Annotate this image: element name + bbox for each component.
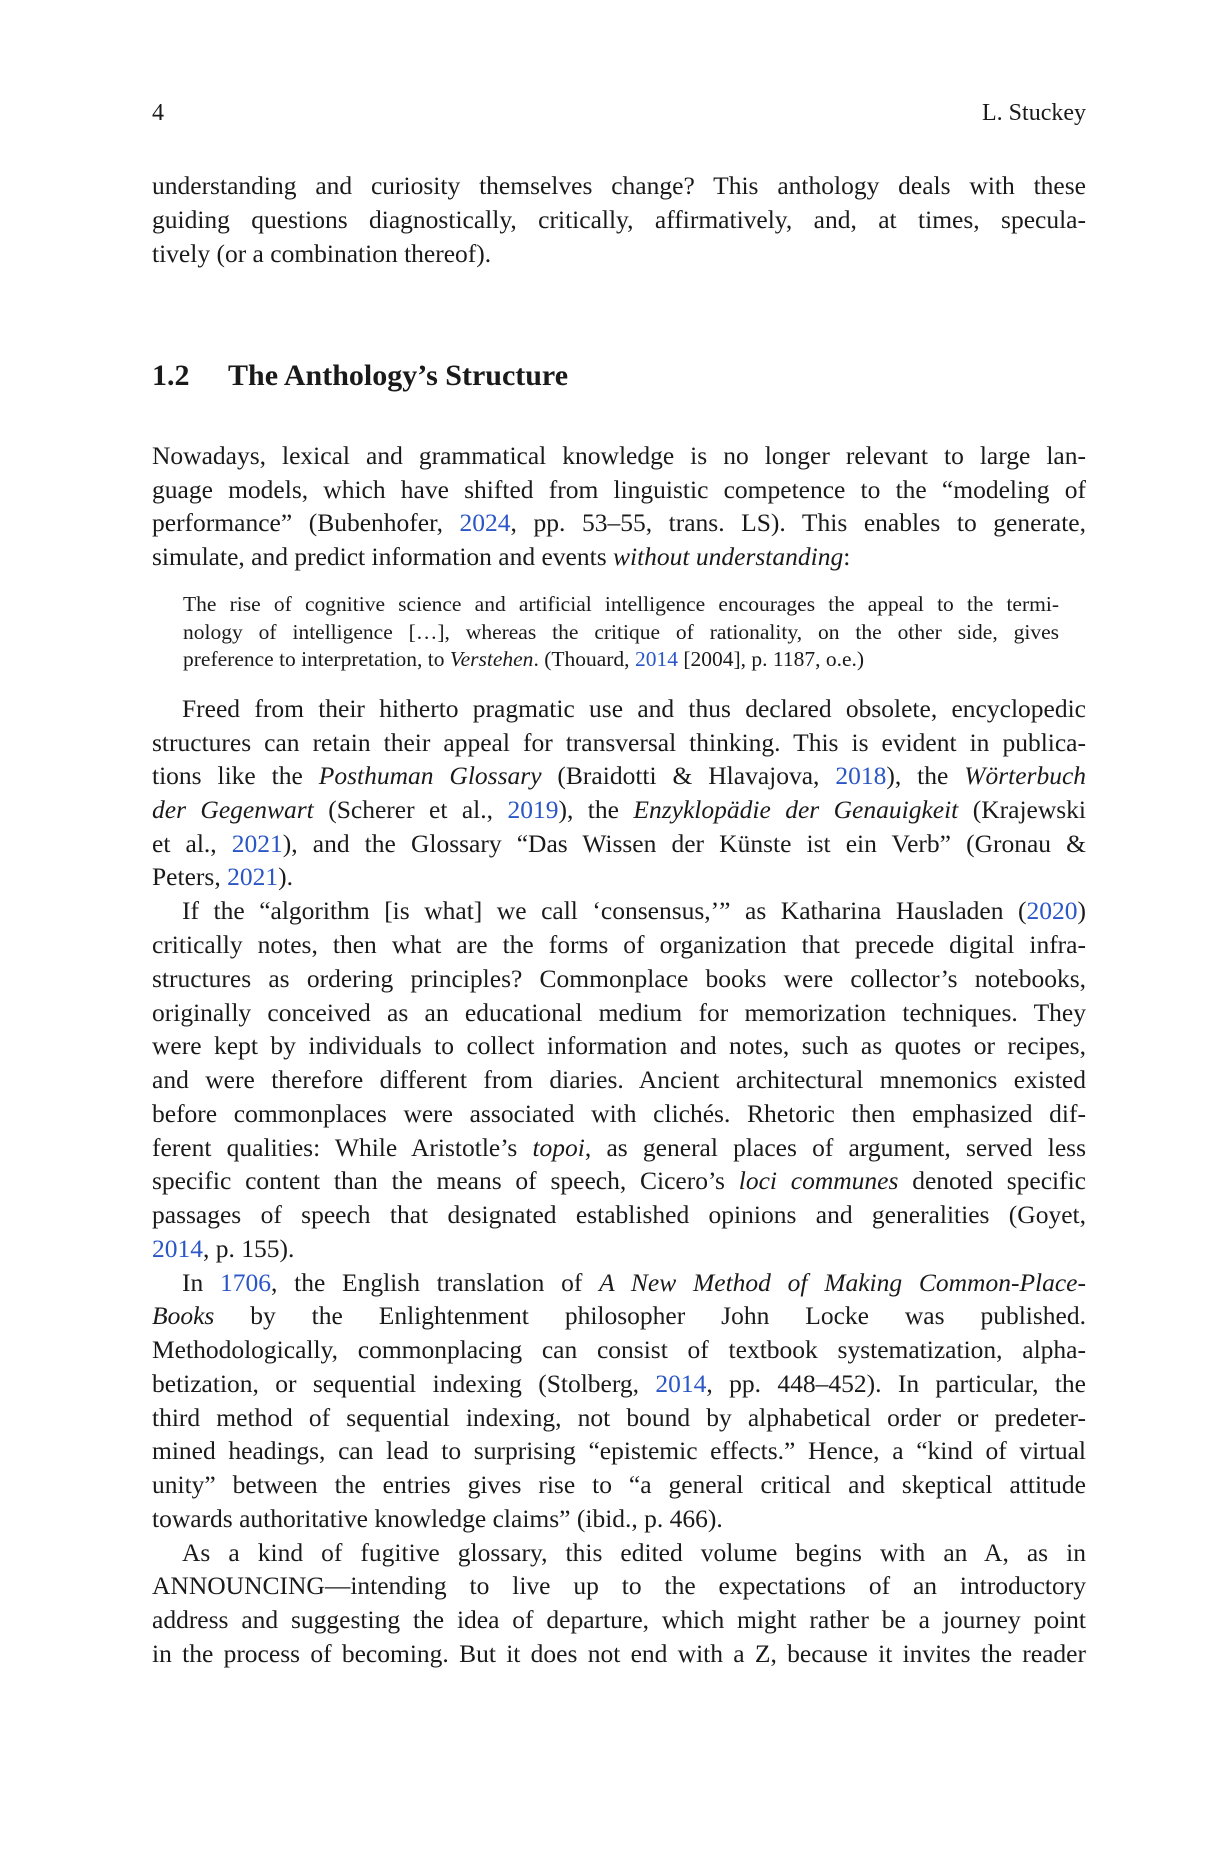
text-line: der Gegenwart (Scherer et al., 2019), the Enzyklopädie der Genauigkeit (Krajewski — [152, 795, 1087, 824]
text-line: ferent qualities: While Aristotle’s topoi, as general places of argument, served less — [152, 1133, 1086, 1162]
text-line: betization, or sequential indexing (Stolberg, 2014, pp. 448–452). In particular, the — [152, 1369, 1086, 1398]
text-line: structures as ordering principles? Commonplace books were collector’s notebooks, — [152, 964, 1086, 993]
citation-link[interactable]: 2021 — [231, 829, 283, 858]
citation-link[interactable]: 2020 — [1026, 896, 1078, 925]
text-line: structures can retain their appeal for transversal thinking. This is evident in publica- — [152, 728, 1086, 757]
section-number: 1.2 — [152, 359, 190, 392]
text-line: and were therefore different from diaries. Ancient architectural mnemonics existed — [152, 1065, 1086, 1094]
text-line: ANNOUNCING—intending to live up to the expectations of an introductory — [152, 1571, 1086, 1600]
text-line: Methodologically, commonplacing can consist of textbook systematization, alpha- — [152, 1335, 1086, 1364]
citation-link[interactable]: 2018 — [835, 761, 887, 790]
text-line: Peters, 2021). — [152, 862, 293, 891]
quote-line: preference to interpretation, to Verstehen. (Thouard, 2014 [2004], p. 1187, o.e.) — [183, 647, 865, 671]
text-line: in the process of becoming. But it does not end with a Z, because it invites the reader — [152, 1639, 1086, 1668]
text-line: address and suggesting the idea of departure, which might rather be a journey point — [152, 1605, 1086, 1634]
section-heading — [152, 356, 568, 396]
running-head-author: L. Stuckey — [982, 100, 1086, 126]
text-line: third method of sequential indexing, not bound by alphabetical order or predeter- — [152, 1403, 1086, 1432]
text-line: passages of speech that designated established opinions and generalities (Goyet, — [152, 1200, 1086, 1229]
text-line: tively (or a combination thereof). — [152, 239, 492, 268]
citation-link[interactable]: 2024 — [459, 508, 511, 537]
quote-line: The rise of cognitive science and artificial intelligence encourages the appeal to the termi- — [183, 592, 1059, 616]
text-line: As a kind of fugitive glossary, this edited volume begins with an A, as in — [182, 1538, 1086, 1567]
text-line: Books by the Enlightenment philosopher John Locke was published. — [152, 1301, 1086, 1330]
text-line: unity” between the entries gives rise to “a general critical and skeptical attitude — [152, 1470, 1086, 1499]
citation-link[interactable]: 2014 — [152, 1234, 203, 1263]
text-line: critically notes, then what are the forms of organization that precede digital infra- — [152, 930, 1086, 959]
text-line: specific content than the means of speech, Cicero’s loci communes denoted specific — [152, 1166, 1086, 1195]
text-line: 2014, p. 155). — [152, 1234, 295, 1263]
page-number: 4 — [152, 100, 164, 126]
text-line: were kept by individuals to collect information and notes, such as quotes or recipes, — [152, 1031, 1086, 1060]
text-line: performance” (Bubenhofer, 2024, pp. 53–55, trans. LS). This enables to generate, — [152, 508, 1086, 537]
quote-line: nology of intelligence […], whereas the critique of rationality, on the other side, gives — [183, 620, 1059, 644]
text-line: before commonplaces were associated with clichés. Rhetoric then emphasized dif- — [152, 1099, 1086, 1128]
citation-link[interactable]: 1706 — [220, 1268, 271, 1297]
text-line: et al., 2021), and the Glossary “Das Wissen der Künste ist ein Verb” (Gronau & — [152, 829, 1086, 858]
text-line: guiding questions diagnostically, critically, affirmatively, and, at times, specula- — [152, 205, 1086, 234]
text-line: tions like the Posthuman Glossary (Braidotti & Hlavajova, 2018), the Wörterbuch — [152, 761, 1087, 790]
text-line: In 1706, the English translation of A New Method of Making Common-Place- — [182, 1268, 1086, 1297]
citation-link[interactable]: 2021 — [227, 862, 279, 891]
running-head — [152, 98, 1086, 128]
section-title: The Anthology’s Structure — [228, 359, 569, 392]
text-line: Nowadays, lexical and grammatical knowledge is no longer relevant to large lan- — [152, 441, 1086, 470]
text-line: towards authoritative knowledge claims” (ibid., p. 466). — [152, 1504, 723, 1533]
text-line: understanding and curiosity themselves change? This anthology deals with these — [152, 171, 1086, 200]
citation-link[interactable]: 2019 — [507, 795, 559, 824]
text-line: originally conceived as an educational medium for memorization techniques. They — [152, 998, 1086, 1027]
text-line: simulate, and predict information and events without understanding: — [152, 542, 851, 571]
text-line: Freed from their hitherto pragmatic use and thus declared obsolete, encyclopedic — [182, 694, 1086, 723]
text-line: guage models, which have shifted from linguistic competence to the “modeling of — [152, 475, 1086, 504]
citation-link[interactable]: 2014 — [634, 647, 678, 671]
citation-link[interactable]: 2014 — [655, 1369, 707, 1398]
text-line: mined headings, can lead to surprising “epistemic effects.” Hence, a “kind of virtual — [152, 1436, 1086, 1465]
text-line: If the “algorithm [is what] we call ‘consensus,’” as Katharina Hausladen (2020) — [182, 896, 1086, 925]
